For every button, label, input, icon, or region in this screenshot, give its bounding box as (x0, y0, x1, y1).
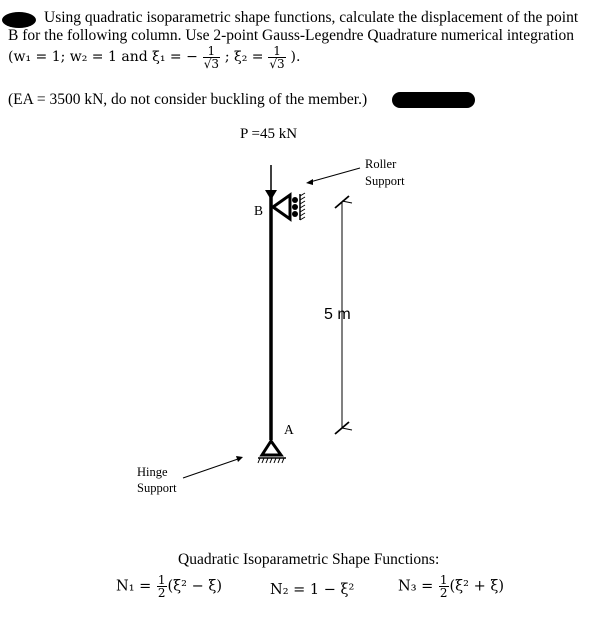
n3-coef-denominator: 2 (439, 586, 448, 600)
closing-paren: ). (290, 49, 301, 66)
redaction-box (392, 92, 475, 108)
ea-line: (EA = 3500 kN, do not consider buckling of the member.) (8, 91, 368, 108)
n3-coefficient (439, 574, 449, 599)
xi2-numerator: 1 (273, 44, 281, 58)
hinge-leader-line (183, 459, 238, 478)
question-line-2: B for the following column. Use 2-point Gauss-Legendre Quadrature numerical integration (8, 27, 575, 44)
hinge-label-line-2: Support (137, 481, 177, 495)
n3-coef-numerator: 1 (439, 573, 448, 587)
xi2-denominator: √3 (269, 57, 285, 71)
xi1-denominator: √3 (203, 57, 219, 71)
bullet-blob (2, 12, 36, 28)
dimension-extension-top (342, 201, 352, 203)
point-a-label: A (284, 422, 294, 437)
roller-leader-line (310, 168, 360, 182)
roller-label-line-1: Roller (365, 157, 397, 171)
load-arrow-head (265, 190, 277, 200)
length-label: 5 m (324, 306, 351, 323)
xi2-fraction (268, 45, 285, 70)
xi1-fraction (203, 45, 220, 70)
hinge-leader-head (236, 456, 243, 462)
hinge-triangle (262, 441, 281, 455)
question-line-3 (8, 45, 300, 70)
shape-functions-title: Quadratic Isoparametric Shape Functions: (178, 551, 440, 568)
n1-coefficient (157, 574, 167, 599)
weights-text: (w₁ = 1; w₂ = 1 and ξ₁ = − (8, 49, 198, 66)
roller-wheel (292, 197, 298, 203)
shape-function-n2: N₂ = 1 − ξ² (270, 582, 355, 598)
load-label: P =45 kN (240, 126, 298, 142)
n1-lhs: N₁ = (116, 578, 152, 595)
roller-leader-head (306, 179, 313, 185)
shape-function-n1 (116, 574, 222, 599)
dimension-extension-bottom (342, 428, 352, 430)
roller-wheel (292, 204, 298, 210)
question-line-1: Using quadratic isoparametric shape functions, calculate the displacement of the point (44, 9, 579, 26)
n3-lhs: N₃ = (398, 578, 434, 595)
n1-rhs: (ξ² − ξ) (167, 578, 222, 595)
roller-triangle (273, 195, 290, 219)
roller-wheel (292, 211, 298, 217)
xi1-numerator: 1 (207, 44, 216, 58)
shape-function-n3 (398, 574, 504, 599)
n1-coef-numerator: 1 (157, 573, 166, 587)
hinge-label-line-1: Hinge (137, 465, 168, 479)
point-b-label: B (254, 203, 264, 218)
roller-label-line-2: Support (365, 174, 405, 188)
xi-separator: ; ξ₂ = (224, 49, 264, 66)
n3-rhs: (ξ² + ξ) (449, 578, 504, 595)
n1-coef-denominator: 2 (157, 586, 166, 600)
